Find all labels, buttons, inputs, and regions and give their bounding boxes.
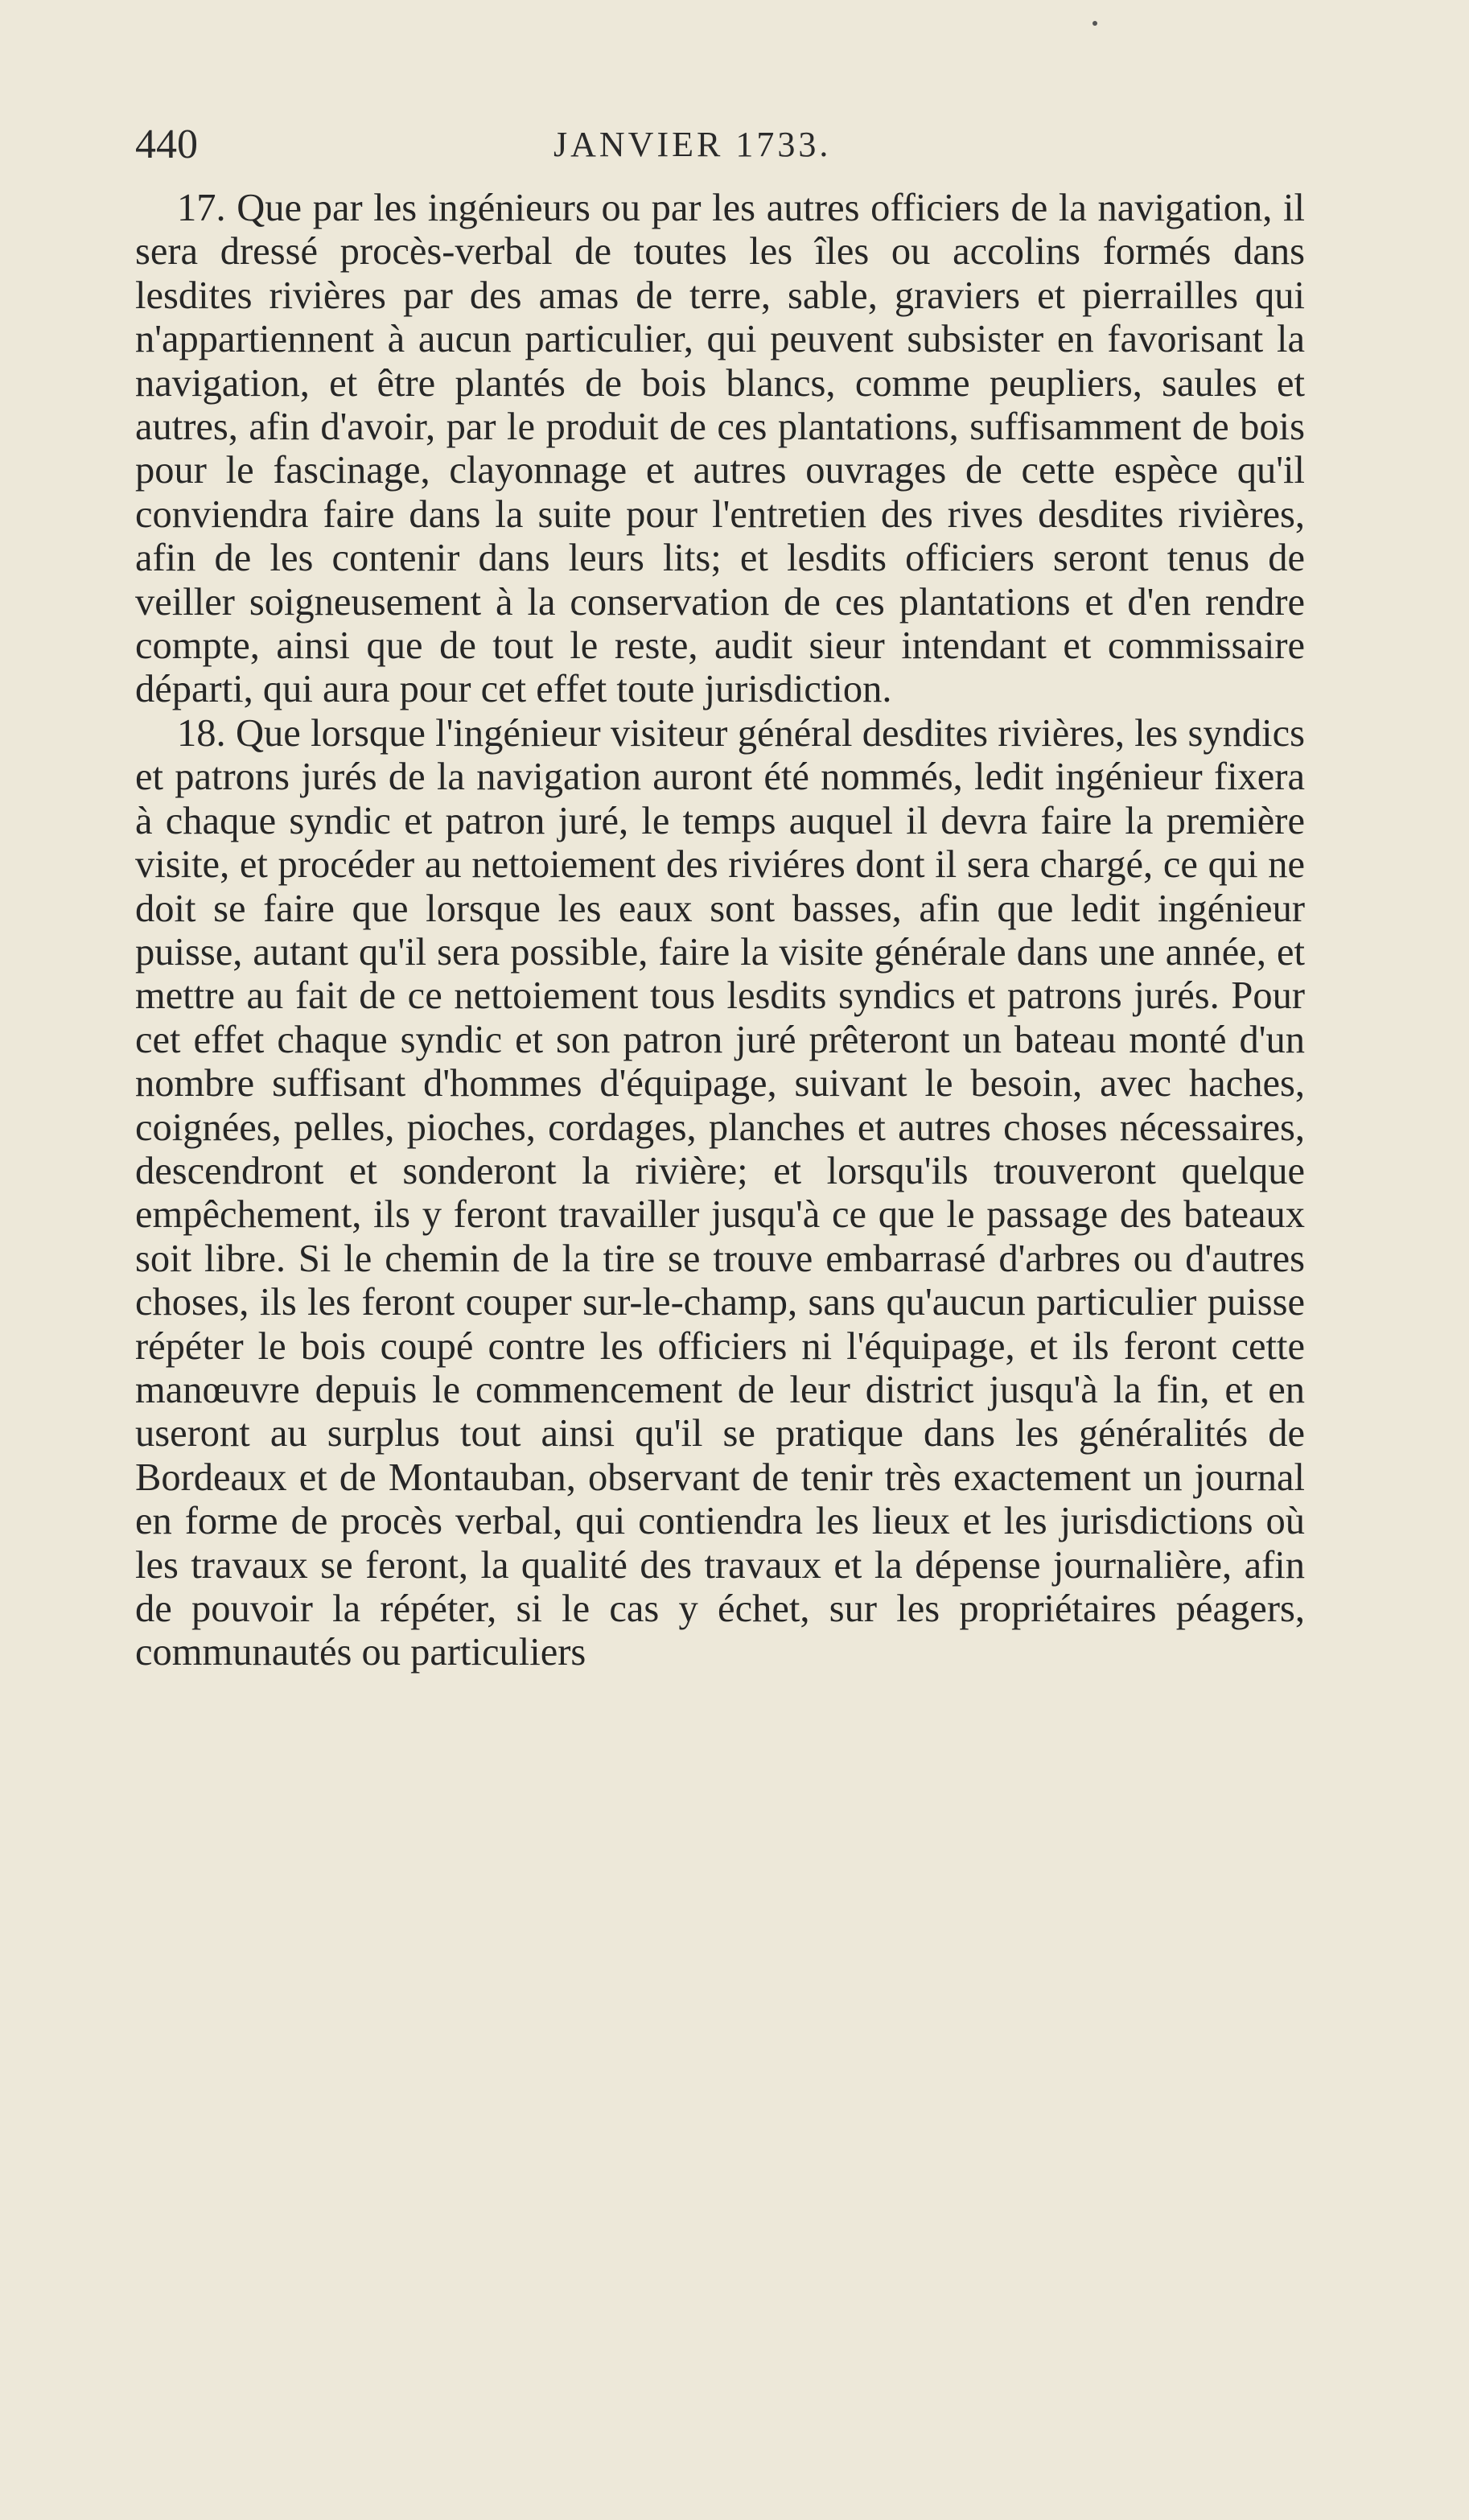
page-number: 440 — [135, 121, 198, 167]
page-header — [135, 121, 1305, 177]
article-18-paragraph: 18. Que lorsque l'ingénieur visiteur général desdites rivières, les syndics et patrons jurés de la navigation auront été nommés, ledit ingénieur fixera à chaque syndic et patron juré, le temps auquel il devra faire la première visite, et procéder au nettoiement des riviéres dont il sera chargé, ce qui ne doit se faire que lorsque les eaux sont basses, afin que ledit ingénieur puisse, autant qu'il sera possible, faire la visite générale dans une année, et mettre au fait de ce nettoiement tous lesdits syndics et patrons jurés. Pour cet effet chaque syndic et son patron juré prêteront un bateau monté d'un nombre suffisant d'hommes d'équipage, suivant le besoin, avec haches, coignées, pelles, pioches, cordages, planches et autres choses nécessaires, descendront et sonderont la rivière; et lorsqu'ils trouveront quelque empêchement, ils y feront travailler jusqu'à ce que le passage des bateaux soit libre. Si le chemin de la tire se trouve embarrasé d'arbres ou d'autres choses, ils les feront couper sur-le-champ, sans qu'aucun particulier puisse répéter le bois coupé contre les officiers ni l'équipage, et ils feront cette manœuvre depuis le commencement de leur district jusqu'à la fin, et en useront au surplus tout ainsi qu'il se pratique dans les généralités de Bordeaux et de Montauban, observant de tenir très exactement un journal en forme de procès verbal, qui contiendra les lieux et les jurisdictions où les travaux se feront, la qualité des travaux et la dépense journalière, afin de pouvoir la répéter, si le cas y échet, sur les propriétaires péagers, communautés ou particuliers — [135, 711, 1305, 1674]
article-17-paragraph: 17. Que par les ingénieurs ou par les autres officiers de la navigation, il sera dressé procès-verbal de toutes les îles ou accolins formés dans lesdites rivières par des amas de terre, sable, graviers et pierrailles qui n'appartiennent à aucun particulier, qui peuvent subsister en favorisant la navigation, et être plantés de bois blancs, comme peupliers, saules et autres, afin d'avoir, par le produit de ces plantations, suffisamment de bois pour le fascinage, clayonnage et autres ouvrages de cette espèce qu'il conviendra faire dans la suite pour l'entretien des rives desdites rivières, afin de les contenir dans leurs lits; et lesdits officiers seront tenus de veiller soigneusement à la conservation de ces plantations et d'en rendre compte, ainsi que de tout le reste, audit sieur intendant et commissaire départi, qui aura pour cet effet toute jurisdiction. — [135, 187, 1305, 711]
running-head: JANVIER 1733. — [553, 125, 832, 164]
ink-speck — [1092, 21, 1097, 26]
body-text — [135, 187, 1305, 1675]
